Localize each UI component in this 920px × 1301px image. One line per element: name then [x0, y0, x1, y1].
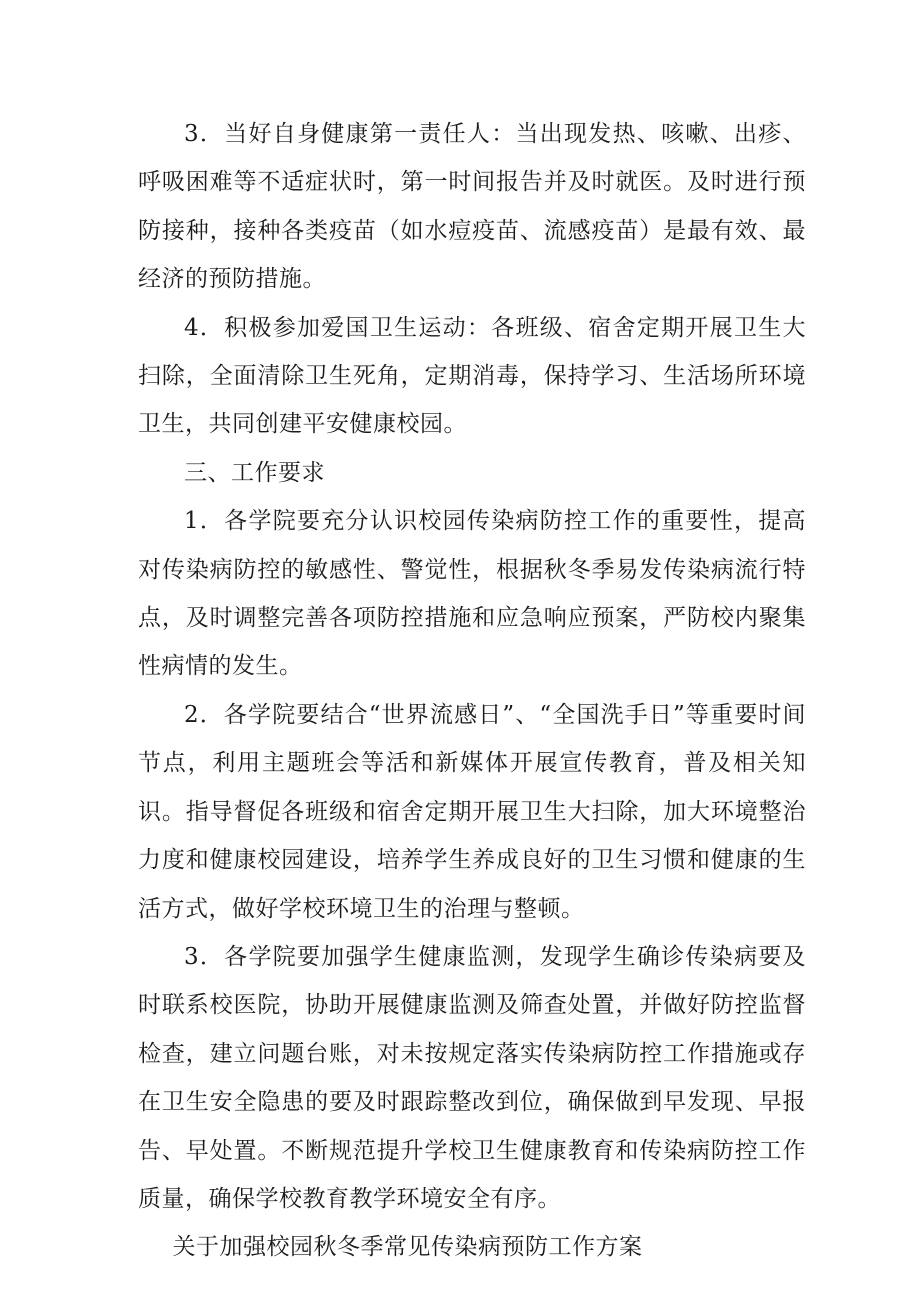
requirement-item-3: 3．各学院要加强学生健康监测，发现学生确诊传染病要及时联系校医院，协助开展健康监测及筛查处置，并做好防控监督检查，建立问题台账，对未按规定落实传染病防控工作措施或存在卫生安全隐患的要及时跟踪整改到位，确保做到早发现、早报告、早处置。不断规范提升学校卫生健康教育和传染病防控工作质量，确保学校教育教学环境安全有序。: [138, 943, 806, 1212]
paragraph-patriotic-hygiene: 4．积极参加爱国卫生运动：各班级、宿舍定期开展卫生大扫除，全面清除卫生死角，定期消毒，保持学习、生活场所环境卫生，共同创建平安健康校园。: [138, 314, 806, 438]
paragraph-health-responsibility: 3．当好自身健康第一责任人：当出现发热、咳嗽、出疹、呼吸困难等不适症状时，第一时间报告并及时就医。及时进行预防接种，接种各类疫苗（如水痘疫苗、流感疫苗）是最有效、最经济的预防措施。: [138, 121, 806, 293]
next-document-title: 关于加强校园秋冬季常见传染病预防工作方案: [172, 1234, 643, 1261]
requirement-item-1: 1．各学院要充分认识校园传染病防控工作的重要性，提高对传染病防控的敏感性、警觉性，根据秋冬季易发传染病流行特点，及时调整完善各项防控措施和应急响应预案，严防校内聚集性病情的发生。: [138, 508, 806, 680]
section-heading-requirements: 三、工作要求: [184, 459, 325, 486]
requirement-item-2: 2．各学院要结合“世界流感日”、“全国洗手日”等重要时间节点，利用主题班会等活和新媒体开展宣传教育，普及相关知识。指导督促各班级和宿舍定期开展卫生大扫除，加大环境整治力度和健康校园建设，培养学生养成良好的卫生习惯和健康的生活方式，做好学校环境卫生的治理与整顿。: [138, 701, 806, 922]
document-body: [138, 110, 806, 1272]
